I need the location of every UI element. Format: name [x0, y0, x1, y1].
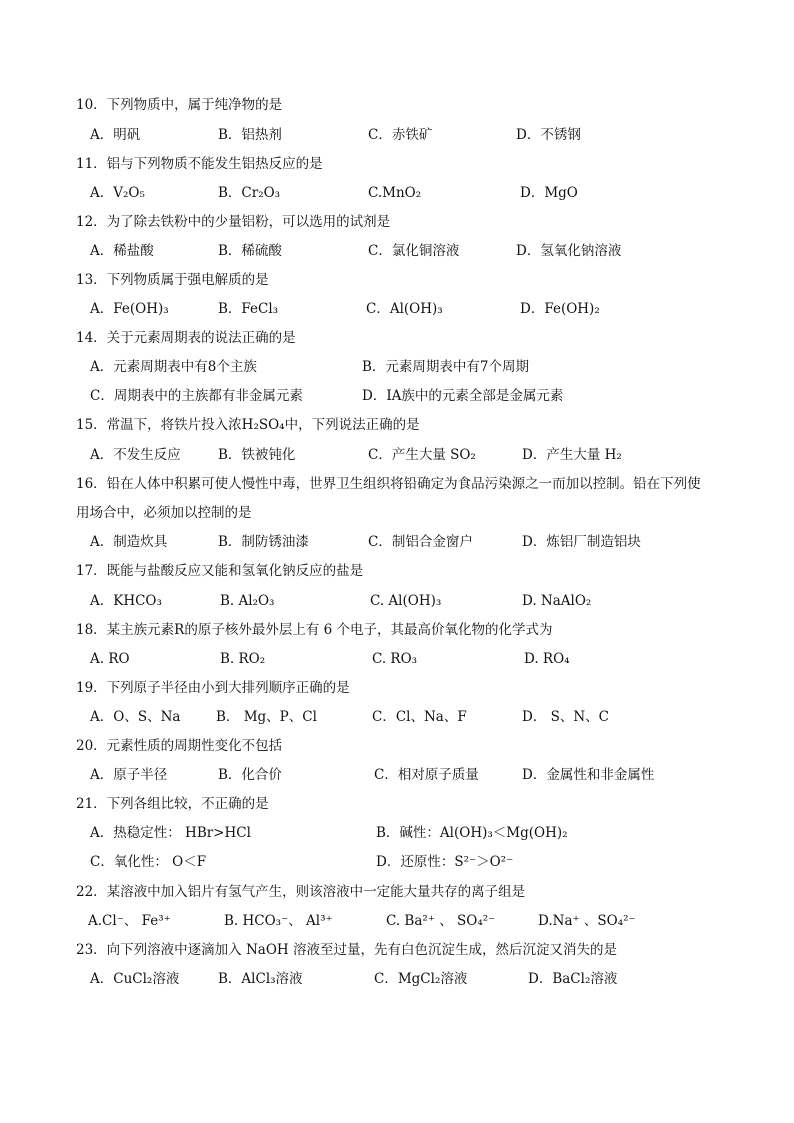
question-15-stem: 15．常温下，将铁片投入浓H₂SO₄中，下列说法正确的是 [76, 417, 420, 433]
question-21-stem: 21．下列各组比较，不正确的是 [76, 796, 269, 812]
question-20-option-d: D．金属性和非金属性 [522, 767, 655, 783]
question-22-option-a: A.Cl⁻、 Fe³⁺ [88, 913, 171, 929]
question-17-option-a: A．KHCO₃ [90, 593, 162, 609]
question-19-option-b: B． Mg、P、Cl [216, 709, 317, 725]
question-19-option-d: D． S、N、C [522, 709, 610, 725]
question-21-option-b: B．碱性：Al(OH)₃＜Mg(OH)₂ [376, 825, 568, 841]
question-14-stem: 14．关于元素周期表的说法正确的是 [76, 330, 296, 346]
question-17-option-c: C. Al(OH)₃ [370, 593, 442, 609]
question-12-option-c: C．氯化铜溶液 [368, 243, 460, 259]
question-16-option-c: C．制铝合金窗户 [368, 534, 473, 550]
question-14-option-a: A．元素周期表中有8个主族 [90, 359, 257, 375]
question-23-option-b: B．AlCl₃溶液 [218, 971, 303, 987]
question-18-option-d: D. RO₄ [524, 651, 570, 667]
question-19-option-c: C．Cl、Na、F [372, 709, 467, 725]
question-22-option-d: D.Na⁺ 、SO₄²⁻ [538, 913, 636, 929]
question-11-option-c: C.MnO₂ [368, 185, 422, 201]
question-15-option-a: A．不发生反应 [90, 447, 181, 463]
question-10-stem: 10．下列物质中，属于纯净物的是 [76, 97, 283, 113]
question-17-option-d: D. NaAlO₂ [522, 593, 592, 609]
question-13-stem: 13．下列物质属于强电解质的是 [76, 272, 269, 288]
question-18-stem: 18．某主族元素R的原子核外最外层上有 6 个电子，其最高价氧化物的化学式为 [76, 622, 553, 638]
question-11-option-d: D．MgO [520, 185, 578, 201]
question-13-option-a: A．Fe(OH)₃ [90, 301, 169, 317]
question-16-option-b: B．制防锈油漆 [218, 534, 309, 550]
question-18-option-a: A. RO [90, 651, 130, 667]
question-11-option-a: A．V₂O₅ [90, 185, 145, 201]
question-23-option-d: D．BaCl₂溶液 [528, 971, 618, 987]
question-16-stem: 16．铅在人体中积累可使人慢性中毒，世界卫生组织将铅确定为食品污染源之一而加以控制。铅在下列使 [76, 476, 701, 492]
question-12-option-a: A．稀盐酸 [90, 243, 154, 259]
question-10-option-b: B．铝热剂 [218, 127, 282, 143]
question-22-option-b: B. HCO₃⁻、 Al³⁺ [224, 913, 333, 929]
question-17-option-b: B. Al₂O₃ [220, 593, 275, 609]
question-18-option-c: C. RO₃ [372, 651, 418, 667]
question-23-option-c: C．MgCl₂溶液 [374, 971, 468, 987]
question-18-option-b: B. RO₂ [220, 651, 266, 667]
question-19-option-a: A．O、S、Na [90, 709, 181, 725]
question-17-stem: 17．既能与盐酸反应又能和氢氧化钠反应的盐是 [76, 563, 364, 579]
question-12-stem: 12．为了除去铁粉中的少量铝粉，可以选用的试剂是 [76, 214, 391, 230]
question-14-option-d: D．IA族中的元素全部是金属元素 [362, 388, 564, 404]
question-15-option-b: B．铁被钝化 [218, 447, 296, 463]
question-13-option-b: B．FeCl₃ [218, 301, 279, 317]
question-10-option-c: C．赤铁矿 [368, 127, 433, 143]
question-20-stem: 20．元素性质的周期性变化不包括 [76, 738, 283, 754]
question-22-stem: 22．某溶液中加入铝片有氢气产生，则该溶液中一定能大量共存的离子组是 [76, 884, 526, 900]
question-15-option-c: C．产生大量 SO₂ [368, 447, 476, 463]
question-10-option-d: D．不锈钢 [516, 127, 581, 143]
question-14-option-b: B．元素周期表中有7个周期 [362, 359, 530, 375]
question-11-option-b: B．Cr₂O₃ [218, 185, 281, 201]
question-21-option-d: D．还原性：S²⁻＞O²⁻ [376, 854, 514, 870]
question-16-option-a: A．制造炊具 [90, 534, 168, 550]
question-10-option-a: A．明矾 [90, 127, 141, 143]
question-15-option-d: D．产生大量 H₂ [522, 447, 622, 463]
question-16-stem-continued: 用场合中，必须加以控制的是 [76, 505, 252, 521]
question-23-option-a: A．CuCl₂溶液 [90, 971, 180, 987]
question-13-option-c: C．Al(OH)₃ [366, 301, 443, 317]
question-20-option-b: B．化合价 [218, 767, 282, 783]
question-21-option-a: A．热稳定性： HBr>HCl [90, 825, 251, 841]
question-19-stem: 19．下列原子半径由小到大排列顺序正确的是 [76, 680, 350, 696]
question-11-stem: 11．铝与下列物质不能发生铝热反应的是 [76, 156, 323, 172]
question-22-option-c: C. Ba²⁺ 、 SO₄²⁻ [386, 913, 496, 929]
question-14-option-c: C．周期表中的主族都有非金属元素 [90, 388, 303, 404]
question-23-stem: 23．向下列溶液中逐滴加入 NaOH 溶液至过量，先有白色沉淀生成，然后沉淀又消失的是 [76, 942, 617, 958]
question-12-option-b: B．稀硫酸 [218, 243, 282, 259]
question-20-option-a: A．原子半径 [90, 767, 168, 783]
question-20-option-c: C．相对原子质量 [374, 767, 479, 783]
question-21-option-c: C．氧化性： O＜F [90, 854, 207, 870]
question-13-option-d: D．Fe(OH)₂ [520, 301, 600, 317]
question-16-option-d: D．炼铝厂制造铝块 [522, 534, 641, 550]
question-12-option-d: D．氢氧化钠溶液 [516, 243, 622, 259]
